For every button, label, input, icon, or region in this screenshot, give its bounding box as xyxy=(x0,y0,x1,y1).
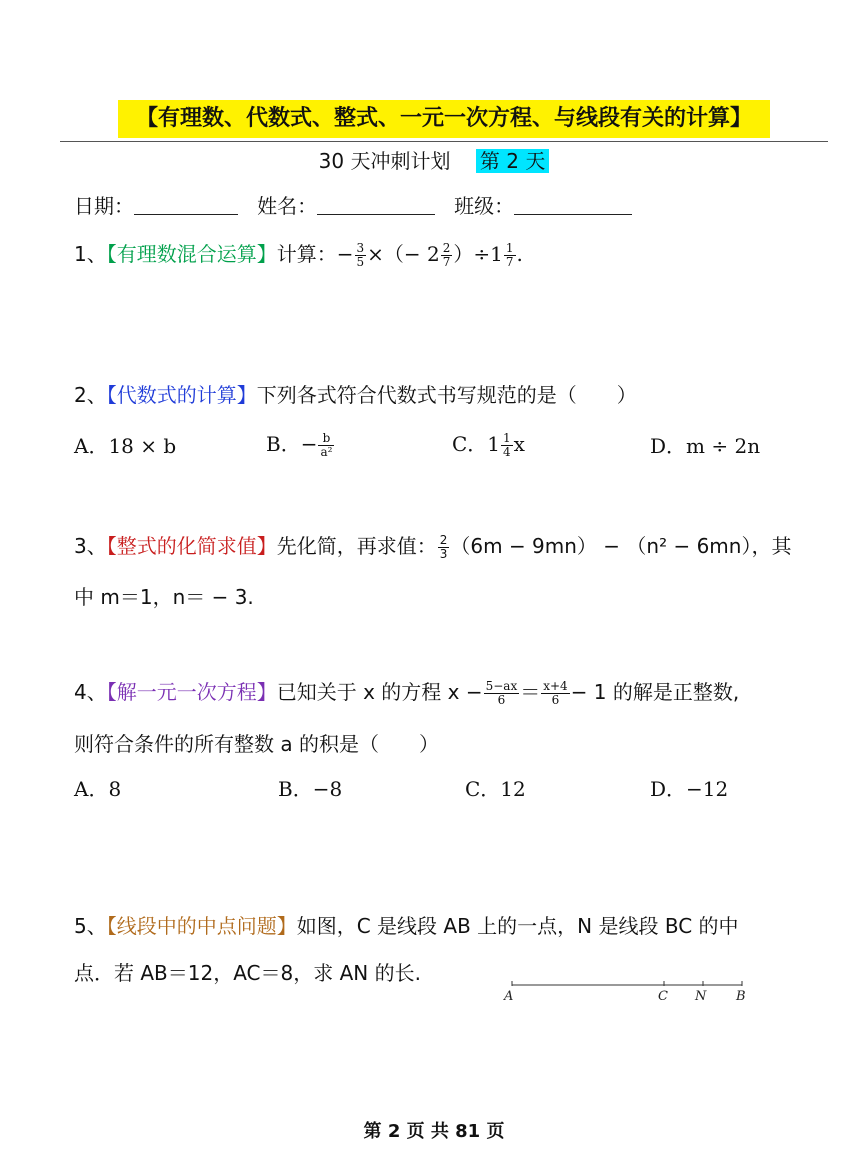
q2-option-d[interactable]: D．m ÷ 2n xyxy=(650,434,761,458)
q1-expression: − $\frac{3}{5}$ ×（− 2 $\frac{2}{7}$ ）÷1 $\frac{1}{7}$ . xyxy=(336,241,523,269)
header-rule xyxy=(60,141,828,142)
q4-fraction-1: $\frac{5-ax}{6}$ xyxy=(485,679,518,707)
q2-number: 2、 xyxy=(74,383,107,407)
q4-option-d[interactable]: D．−12 xyxy=(650,777,729,801)
day-badge: 第 2 天 xyxy=(476,149,549,173)
label-b: B xyxy=(736,989,746,1004)
q4-tail: − 1 的解是正整数, xyxy=(570,680,740,704)
q4-line-2: 则符合条件的所有整数 a 的积是（ ） xyxy=(74,732,439,756)
q5-line-2: 点．若 AB＝12，AC＝8，求 AN 的长. xyxy=(74,961,421,985)
q3-line-2: 中 m＝1，n＝ − 3. xyxy=(74,585,254,609)
q4-number: 4、 xyxy=(74,680,107,704)
plan-line xyxy=(0,147,868,175)
segment-figure xyxy=(498,975,758,1007)
class-blank[interactable] xyxy=(514,194,632,215)
q4-option-a[interactable]: A．8 xyxy=(74,777,122,801)
label-c: C xyxy=(658,989,668,1004)
q4-fraction-2: $\frac{x+4}{6}$ xyxy=(543,679,568,707)
q1-number: 1、 xyxy=(74,242,107,266)
q3-fraction: $\frac{2}{3}$ xyxy=(439,533,448,561)
q4-tag: 【解一元一次方程】 xyxy=(106,680,277,704)
q2-option-a[interactable]: A．18 × b xyxy=(74,434,177,458)
q3-expression: （6m − 9mn） − （n² − 6mn），其 xyxy=(450,534,792,558)
q3-tag: 【整式的化简求值】 xyxy=(106,534,277,558)
question-5 xyxy=(74,912,739,940)
q3-number: 3、 xyxy=(74,534,107,558)
name-label: 姓名： xyxy=(257,194,318,218)
q5-tag: 【线段中的中点问题】 xyxy=(106,914,297,938)
q4-text: 已知关于 x 的方程 x − xyxy=(276,680,483,704)
date-blank[interactable] xyxy=(134,194,238,215)
q1-tag: 【有理数混合运算】 xyxy=(106,242,277,266)
q2-option-c[interactable]: C．1 $\frac{1}{4}$ x xyxy=(452,431,525,459)
date-label: 日期： xyxy=(74,194,134,218)
plan-label: 30 天冲刺计划 xyxy=(318,149,451,173)
q5-number: 5、 xyxy=(74,914,107,938)
label-n: N xyxy=(695,989,707,1004)
q2-tag: 【代数式的计算】 xyxy=(106,383,257,407)
label-a: A xyxy=(504,989,514,1004)
q4-option-c[interactable]: C．12 xyxy=(465,777,526,801)
question-3 xyxy=(74,532,791,561)
q5-text: 如图，C 是线段 AB 上的一点，N 是线段 BC 的中 xyxy=(296,914,739,938)
q1-text: 计算： xyxy=(276,242,337,266)
question-4: 4、【解一元一次方程】已知关于 x 的方程 x − $\frac{5-ax}{6}$ ＝ $\frac{x+4}{6}$ − 1 的解是正整数, xyxy=(74,679,740,707)
question-2 xyxy=(74,381,637,409)
q3-text: 先化简，再求值： xyxy=(276,534,437,558)
q2-text: 下列各式符合代数式书写规范的是（ ） xyxy=(256,383,637,407)
student-info xyxy=(74,193,632,219)
question-1 xyxy=(74,240,523,269)
name-blank[interactable] xyxy=(317,194,435,215)
worksheet-title: 【有理数、代数式、整式、一元一次方程、与线段有关的计算】 xyxy=(118,100,770,138)
q2-option-b[interactable]: B．− $\frac{b}{\text{a²}}$ xyxy=(266,431,333,459)
class-label: 班级： xyxy=(454,194,515,218)
q4-option-b[interactable]: B．−8 xyxy=(278,777,343,801)
page-footer: 第 2 页 共 81 页 xyxy=(363,1121,505,1142)
